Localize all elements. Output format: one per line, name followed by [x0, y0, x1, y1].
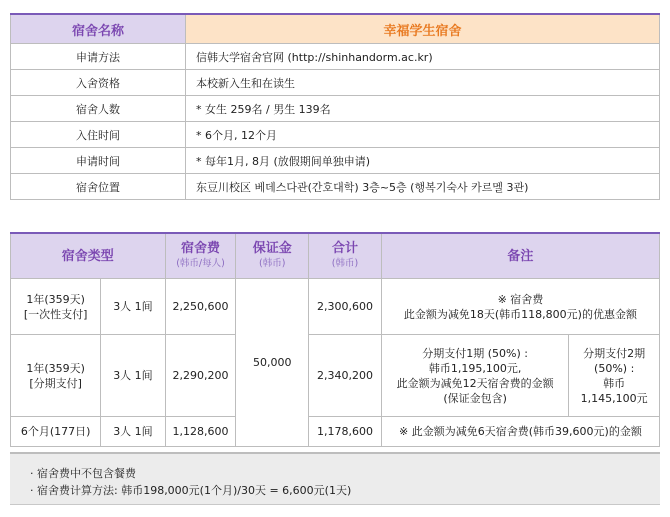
- info-row-apply-time: [11, 148, 660, 174]
- info-value: * 女生 259名 / 男生 139名: [186, 96, 660, 122]
- period-cell: [11, 279, 101, 335]
- fee-header: [165, 233, 236, 279]
- info-label: 入住时间: [11, 122, 186, 148]
- fee-cell: 1,128,600: [165, 417, 236, 447]
- info-value: 东豆川校区 베데스다관(간호대학) 3층~5층 (행복기숙사 카르멜 3관): [186, 174, 660, 200]
- footnote: · 宿舍费计算方法: 韩币198,000元(1个月)/30天 = 6,600元(1天): [30, 484, 352, 497]
- installment-2-note: [569, 335, 660, 417]
- deposit-cell: 50,000: [236, 279, 309, 447]
- note-header: 备注: [381, 233, 659, 279]
- dormitory-fee-table: [10, 232, 660, 447]
- note-line: 分期支付2期: [583, 346, 646, 360]
- fee-cell: 2,250,600: [165, 279, 236, 335]
- note-line: 此金额为减免18天(韩币118,800元)的优惠金额: [403, 307, 637, 321]
- deposit-header: [236, 233, 309, 279]
- fee-header-unit: (韩币/每人): [176, 258, 225, 269]
- fee-header-title: 宿舍费: [181, 241, 221, 256]
- note-line: ※ 宿舍费: [497, 292, 544, 306]
- note-line: 此金额为减免12天宿舍费的金额: [396, 376, 554, 390]
- note-line: 韩币1,195,100元,: [428, 361, 522, 375]
- info-row-stay-period: [11, 122, 660, 148]
- period-cell: [11, 335, 101, 417]
- info-header-row: [11, 14, 660, 44]
- fee-cell: 2,290,200: [165, 335, 236, 417]
- room-type-header: 宿舍类型: [11, 233, 166, 279]
- info-label: 宿舍位置: [11, 174, 186, 200]
- note-line: (保证金包含): [443, 391, 507, 405]
- dorm-name-value: 幸福学生宿舍: [186, 14, 660, 44]
- dormitory-info-table: [10, 13, 660, 200]
- dorm-name-label: 宿舍名称: [11, 14, 186, 44]
- installment-1-note: [381, 335, 568, 417]
- total-header-title: 合计: [331, 241, 358, 256]
- note-line: 1,145,100元: [580, 391, 648, 405]
- note-cell: ※ 此金额为减免6天宿舍费(韩币39,600元)的金额: [381, 417, 659, 447]
- info-row-apply-method: [11, 44, 660, 70]
- fee-row-1year-lump-sum: [11, 279, 660, 335]
- info-row-location: [11, 174, 660, 200]
- info-label: 申请时间: [11, 148, 186, 174]
- period-line: 1年(359天): [26, 292, 85, 306]
- note-line: 韩币: [603, 376, 626, 390]
- info-value: 信韩大学宿舍官网 (http://shinhandorm.ac.kr): [186, 44, 660, 70]
- total-cell: 2,340,200: [309, 335, 382, 417]
- room-cell: 3人 1间: [101, 335, 165, 417]
- payment-type: [分期支付]: [29, 376, 82, 390]
- info-row-capacity: [11, 96, 660, 122]
- fee-row-6months: [11, 417, 660, 447]
- room-cell: 3人 1间: [101, 279, 165, 335]
- info-label: 入舍资格: [11, 70, 186, 96]
- period-line: 1年(359天): [26, 361, 85, 375]
- info-value: 本校新入生和在读生: [186, 70, 660, 96]
- total-header-unit: (韩币): [331, 258, 359, 269]
- period-cell: 6个月(177日): [11, 417, 101, 447]
- deposit-header-title: 保证金: [252, 241, 292, 256]
- room-cell: 3人 1间: [101, 417, 165, 447]
- info-value: * 6个月, 12个月: [186, 122, 660, 148]
- total-cell: 2,300,600: [309, 279, 382, 335]
- footnote: · 宿舍费中不包含餐费: [30, 467, 136, 480]
- note-line: (50%) :: [594, 361, 635, 375]
- info-label: 申请方法: [11, 44, 186, 70]
- fee-header-row: [11, 233, 660, 279]
- payment-type: [一次性支付]: [23, 307, 88, 321]
- info-label: 宿舍人数: [11, 96, 186, 122]
- total-cell: 1,178,600: [309, 417, 382, 447]
- deposit-header-unit: (韩币): [259, 258, 286, 269]
- total-header: [309, 233, 382, 279]
- note-line: 分期支付1期 (50%) :: [422, 346, 528, 360]
- info-row-eligibility: [11, 70, 660, 96]
- info-value: * 每年1月, 8月 (放假期间单独申请): [186, 148, 660, 174]
- fee-row-1year-installment: [11, 335, 660, 417]
- note-cell: [381, 279, 659, 335]
- footnotes-box: [10, 452, 660, 505]
